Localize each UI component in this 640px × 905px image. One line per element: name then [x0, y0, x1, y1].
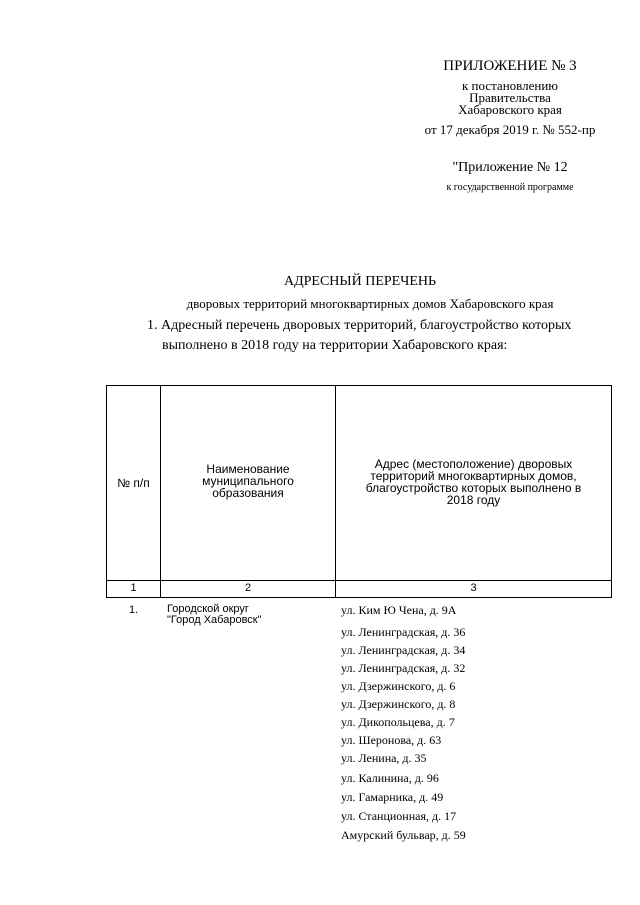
address-item: ул. Дикопольцева, д. 7: [341, 715, 455, 729]
address-item: ул. Ленинградская, д. 36: [341, 625, 466, 639]
appendix-title: ПРИЛОЖЕНИЕ № 3: [443, 58, 577, 74]
table-left-border: [106, 385, 107, 598]
row-number: 1.: [129, 604, 139, 616]
table-top-border: [106, 385, 612, 386]
column-number-3: 3: [470, 582, 477, 594]
address-item: ул. Ленина, д. 35: [341, 751, 427, 765]
header-number: № п/п: [117, 476, 150, 490]
address-item: ул. Гамарника, д. 49: [341, 790, 444, 804]
header-address-l1: Адрес (местоположение) дворовых: [374, 457, 573, 471]
header-municipality-l1: Наименование: [206, 462, 290, 476]
address-item: ул. Ленинградская, д. 32: [341, 661, 466, 675]
table-right-border: [611, 385, 612, 598]
table-header-bottom-border: [106, 580, 612, 581]
list-title: АДРЕСНЫЙ ПЕРЕЧЕНЬ: [283, 274, 437, 289]
section-line1: 1. Адресный перечень дворовых территорий, благоустройство которых: [147, 318, 572, 333]
address-item: ул. Ленинградская, д. 34: [341, 643, 466, 657]
header-line1: к постановлению: [461, 78, 559, 93]
header-address-l4: 2018 году: [446, 493, 501, 507]
header-line3: Хабаровского края: [458, 102, 562, 117]
municipality-l2: "Город Хабаровск": [167, 614, 262, 626]
table-numbers-bottom-border: [106, 597, 612, 598]
header-line2: Правительства: [469, 90, 551, 105]
address-item: ул. Дзержинского, д. 8: [341, 697, 456, 711]
column-number-1: 1: [130, 582, 137, 594]
program-ref: к государственной программе: [446, 182, 574, 193]
column-number-2: 2: [244, 582, 252, 594]
header-municipality-l2: муниципального: [202, 474, 294, 488]
header-municipality-l3: образования: [212, 486, 284, 500]
header-address-l3: благоустройство которых выполнено в: [365, 481, 582, 495]
address-item: ул. Шеронова, д. 63: [341, 733, 442, 747]
header-address-l2: территорий многоквартирных домов,: [370, 469, 577, 483]
decree-date: от 17 декабря 2019 г. № 552-пр: [424, 122, 596, 137]
municipality-l1: Городской округ: [167, 603, 249, 615]
address-item: ул. Калинина, д. 96: [341, 771, 439, 785]
address-item: ул. Ким Ю Чена, д. 9А: [341, 603, 457, 617]
appendix12-title: "Приложение № 12: [452, 160, 568, 175]
address-item: ул. Дзержинского, д. 6: [341, 679, 456, 693]
address-item: ул. Станционная, д. 17: [341, 809, 457, 823]
section-line2: выполнено в 2018 году на территории Хабаровского края:: [162, 338, 508, 353]
address-item: Амурский бульвар, д. 59: [341, 828, 466, 842]
list-subtitle: дворовых территорий многоквартирных домов Хабаровского края: [186, 296, 554, 311]
